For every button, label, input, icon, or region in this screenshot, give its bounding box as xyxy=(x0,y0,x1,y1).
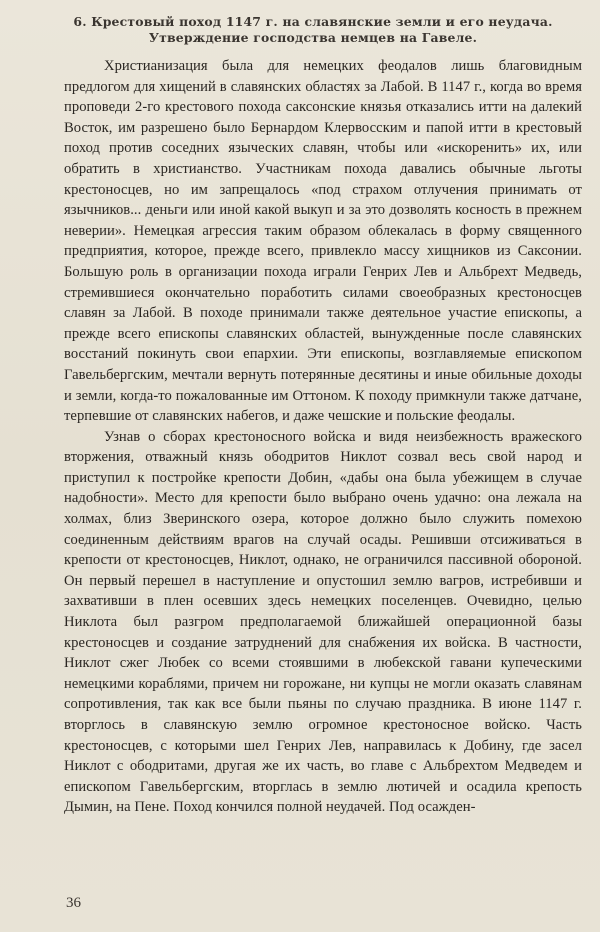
heading-line-2: Утверждение господства немцев на Гавеле. xyxy=(148,30,478,45)
paragraph-2: Узнав о сборах крестоносного войска и видя неизбежность вражеского вторжения, отважный князь ободритов Никлот созвал весь свой народ и приступил к постройке крепости Добин, «дабы она была убежищем в случае надобности». Место для крепости было выбрано очень удачно: она лежала на холмах, близ Зверинского озера, которое должно было служить помехою соединенным действиям врагов на случай осады. Решивши отсиживаться в крепости от крестоносцев, Никлот, однако, не ограничился пассивной обороной. Он первый перешел в наступление и опустошил землю вагров, истребивши и захвативши в плен осевших здесь немецких поселенцев. Очевидно, целью Никлота был разгром предполагаемой ближайшей операционной базы крестоносцев и создание затруднений для снабжения их войска. В частности, Никлот сжег Любек со всеми стоявшими в любекской гавани купеческими немецкими кораблями, причем ни горожане, ни купцы не могли оказать славянам сопротивления, так как все были пьяны по случаю праздника. В июне 1147 г. вторглось в славянскую землю огромное крестоносное войско. Часть крестоносцев, с которыми шел Генрих Лев, направилась к Добину, где засел Никлот с ободритами, другая же их часть, во главе с Альбрехтом Медведем и епископом Гавельбергским, вторглась в землю лютичей и осадила крепость Дымин, на Пене. Поход кончился полной неудачей. Под осажден- xyxy=(64,428,582,816)
section-heading xyxy=(46,14,580,46)
heading-line-1: 6. Крестовый поход 1147 г. на славянские земли и его неудача. xyxy=(73,14,553,29)
body-text xyxy=(64,56,582,818)
page-number: 36 xyxy=(66,895,81,911)
paragraph-1: Христианизация была для немецких феодалов лишь благовидным предлогом для хищений в славянских областях за Лабой. В 1147 г., когда во время проповеди 2-го крестового похода саксонские князья отказались итти на далекий Восток, им разрешено было Бернардом Клервосским и папой итти в крестовый поход против соседних языческих славян, чтобы или «искоренить» их, или обратить в христианство. Участникам похода давались обычные льготы крестоносцев, но им запрещалось «под страхом отлучения принимать от язычников... деньги или иной какой выкуп и за это дозволять косность в прежнем неверии». Немецкая агрессия таким образом облекалась в форму священного предприятия, которое, прежде всего, привлекло массу хищников из Саксонии. Большую роль в организации похода играли Генрих Лев и Альбрехт Медведь, стремившиеся окончательно поработить силами своеобразных крестоносцев славян за Лабой. В походе принимали также деятельное участие епископы, а прежде всего епископы славянских областей, вынужденные после славянских восстаний покинуть свои епархии. Эти епископы, возглавляемые епископом Гавельбергским, мечтали вернуть потерянные десятины и иные обильные доходы и земли, когда-то пожалованные им Оттоном. К походу примкнули также датчане, терпевшие от славянских набегов, и даже чешские и польские феодалы. xyxy=(64,58,582,425)
